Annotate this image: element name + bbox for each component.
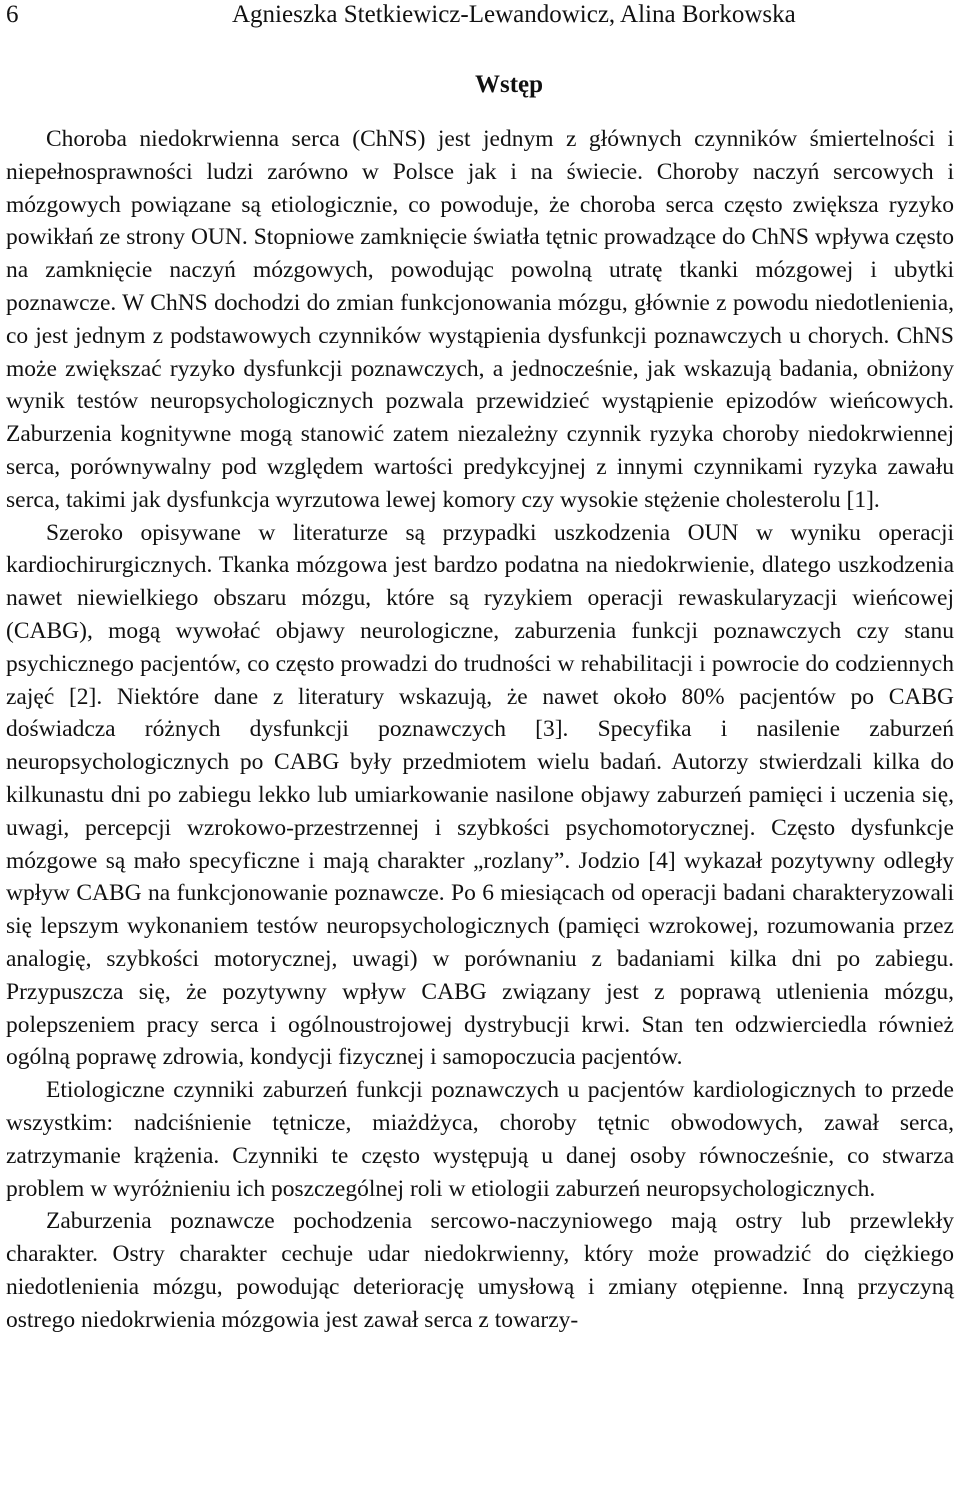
running-header (6, 0, 952, 34)
body-text (6, 123, 954, 1336)
paragraph: Szeroko opisywane w literaturze są przypadki uszkodzenia OUN w wyniku operacji kardiochirurgicznych. Tkanka mózgowa jest bardzo podatna na niedokrwienie, dlatego uszkodzenia nawet niewielkiego obszaru mózgu, które są ryzykiem operacji rewaskularyzacji wieńcowej (CABG), mogą wywołać objawy neurologiczne, zaburzenia funkcji poznawczych czy stanu psychicznego pacjentów, co często prowadzi do trudności w rehabilitacji i powrocie do codziennych zajęć [2]. Niektóre dane z literatury wskazują, że nawet około 80% pacjentów po CABG doświadcza różnych dysfunkcji poznawczych [3]. Specyfika i nasilenie zaburzeń neuropsychologicznych po CABG były przedmiotem wielu badań. Autorzy stwierdzali kilka do kilkunastu dni po zabiegu lekko lub umiarkowanie nasilone objawy zaburzeń pamięci i uczenia się, uwagi, percepcji wzrokowo-przestrzennej i szybkości psychomotorycznej. Często dysfunkcje mózgowe są mało specyficzne i mają charakter „rozlany”. Jodzio [4] wykazał pozytywny odległy wpływ CABG na funkcjonowanie poznawcze. Po 6 miesiącach od operacji badani charakteryzowali się lepszym wykonaniem testów neuropsychologicznych (pamięci wzrokowej, rozumowania przez analogię, szybkości motorycznej, uwagi) w porównaniu z badaniami kilka dni po zabiegu. Przypuszcza się, że pozytywny wpływ CABG związany jest z poprawą utlenienia mózgu, polepszeniem pracy serca i ogólnoustrojowej dystrybucji krwi. Stan ten odzwierciedla również ogólną poprawę zdrowia, kondycji fizycznej i samopoczucia pacjentów. (6, 519, 954, 1071)
section-title: Wstęp (474, 71, 544, 98)
paragraph: Choroba niedokrwienna serca (ChNS) jest jednym z głównych czynników śmiertelności i niepełnosprawności ludzi zarówno w Polsce jak i na świecie. Choroby naczyń sercowych i mózgowych powiązane są etiologicznie, co powoduje, że choroba serca często zwiększa ryzyko powikłań ze strony OUN. Stopniowe zamknięcie światła tętnic prowadzące do ChNS wpływa często na zamknięcie naczyń mózgowych, powodując powolną utratę tkanki mózgowej i ubytki poznawcze. W ChNS dochodzi do zmian funkcjonowania mózgu, głównie z powodu niedotlenienia, co jest jednym z podstawowych czynników wystąpienia dysfunkcji poznawczych u chorych. ChNS może zwiększać ryzyko dysfunkcji poznawczych, a jednocześnie, jak wskazują badania, obniżony wynik testów neuropsychologicznych pozwala przewidzieć wystąpienie epizodów wieńcowych. Zaburzenia kognitywne mogą stanowić zatem niezależny czynnik ryzyka choroby niedokrwiennej serca, porównywalny pod względem wartości predykcyjnej z innymi czynnikami ryzyka zawału serca, takimi jak dysfunkcja wyrzutowa lewej komory czy wysokie stężenie cholesterolu [1]. (6, 126, 954, 513)
header-authors: Agnieszka Stetkiewicz-Lewandowicz, Alina Borkowska (232, 1, 796, 28)
paragraph: Etiologiczne czynniki zaburzeń funkcji poznawczych u pacjentów kardiologicznych to przede wszystkim: nadciśnienie tętnicze, miażdżyca, choroby tętnic obwodowych, zawał serca, zatrzymanie krążenia. Czynniki te często występują u danej osoby równocześnie, co stwarza problem w wyróżnieniu ich poszczególnej roli w etiologii zaburzeń neuropsychologicznych. (6, 1077, 954, 1202)
page-number: 6 (6, 1, 19, 28)
paragraph: Zaburzenia poznawcze pochodzenia sercowo-naczyniowego mają ostry lub przewlekły charakter. Ostry charakter cechuje udar niedokrwienny, który może prowadzić do ciężkiego niedotlenienia mózgu, powodując deteriorację umysłową i zmiany otępienne. Inną przyczyną ostrego niedokrwienia mózgowia jest zawał serca z towarzy- (6, 1208, 954, 1333)
